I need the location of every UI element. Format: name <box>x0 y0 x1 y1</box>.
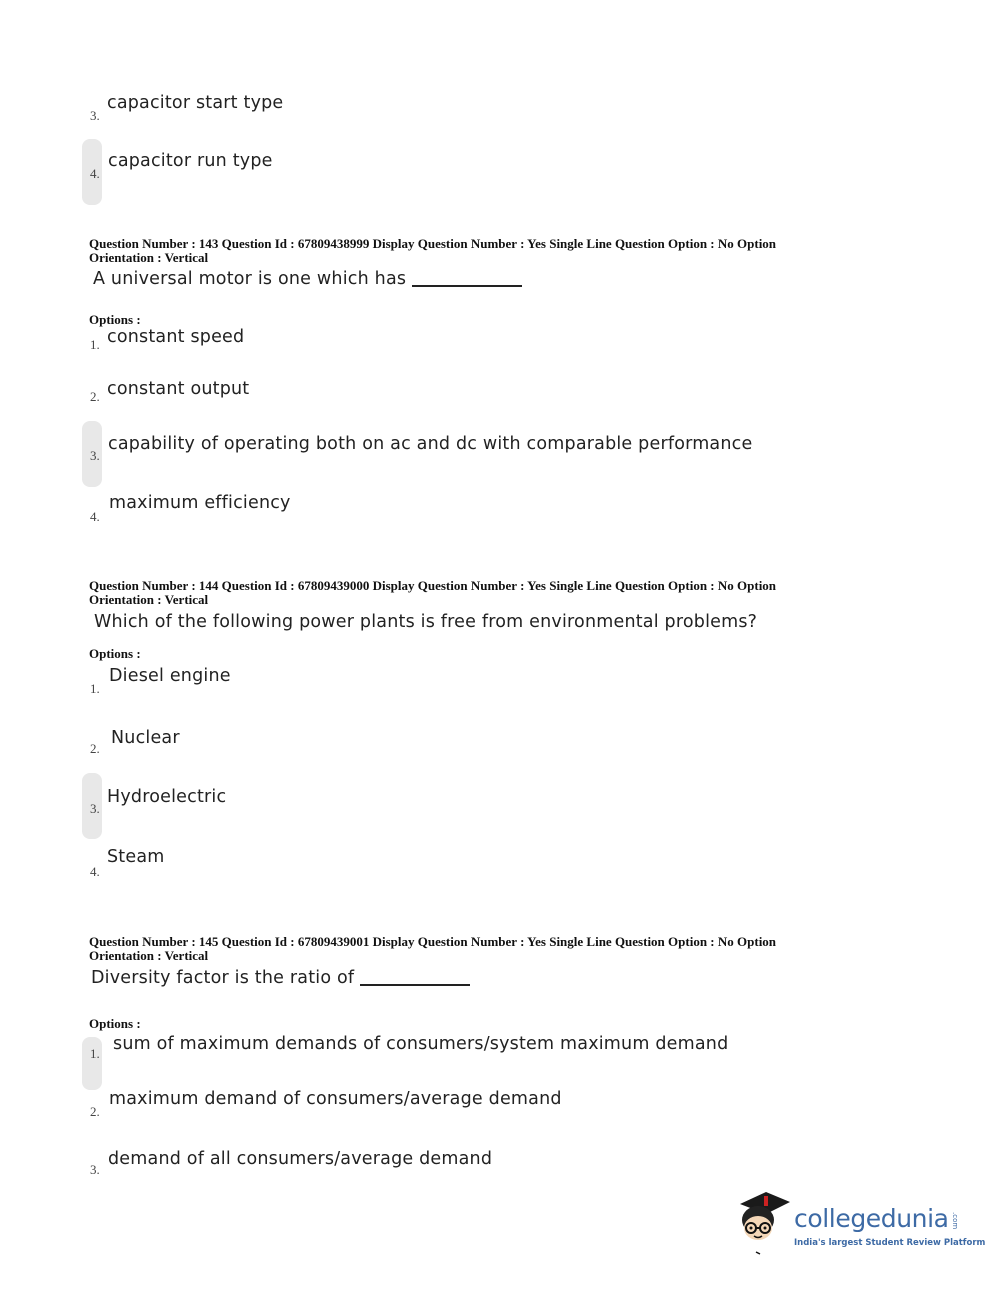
option-number: 4. <box>90 166 100 181</box>
option-number: 4. <box>90 864 100 879</box>
option-text[interactable]: Diesel engine <box>109 666 231 686</box>
option-number: 3. <box>90 801 100 816</box>
option-text[interactable]: Hydroelectric <box>107 787 227 807</box>
question-text: Diversity factor is the ratio of <box>91 968 470 988</box>
logo-suffix: .com <box>951 1212 959 1230</box>
option-text[interactable]: Steam <box>107 847 165 867</box>
selected-answer-highlight <box>82 1037 102 1090</box>
option-text[interactable]: capacitor run type <box>108 151 273 171</box>
option-text[interactable]: maximum demand of consumers/average demand <box>109 1089 562 1109</box>
option-text[interactable]: capability of operating both on ac and dc with comparable performance <box>108 434 753 454</box>
option-text[interactable]: Nuclear <box>111 728 180 748</box>
question-text: Which of the following power plants is free from environmental problems? <box>94 612 758 632</box>
option-number: 3. <box>90 1162 100 1177</box>
logo-wordmark: collegedunia <box>794 1204 949 1233</box>
answer-blank <box>412 285 522 287</box>
options-label: Options : <box>89 646 141 661</box>
answer-blank <box>360 984 470 986</box>
option-number: 3. <box>90 448 100 463</box>
question-meta: Question Number : 145 Question Id : 67809439001 Display Question Number : Yes Single Line Question Option : No Option Orientation : Vertical <box>89 934 777 963</box>
option-text[interactable]: capacitor start type <box>107 93 284 113</box>
options-label: Options : <box>89 1016 141 1031</box>
option-number: 2. <box>90 1104 100 1119</box>
option-number: 2. <box>90 741 100 756</box>
question-meta: Question Number : 143 Question Id : 67809438999 Display Question Number : Yes Single Line Question Option : No Option Orientation : Vertical <box>89 236 777 265</box>
question-meta: Question Number : 144 Question Id : 67809439000 Display Question Number : Yes Single Line Question Option : No Option Orientation : Vertical <box>89 578 777 607</box>
option-text[interactable]: constant speed <box>107 327 245 347</box>
option-number: 1. <box>90 681 100 696</box>
option-text[interactable]: sum of maximum demands of consumers/system maximum demand <box>113 1034 729 1054</box>
collegedunia-logo[interactable] <box>736 1186 986 1258</box>
option-text[interactable]: demand of all consumers/average demand <box>108 1149 493 1169</box>
mascot-icon <box>736 1186 794 1258</box>
question-text: A universal motor is one which has <box>93 269 522 289</box>
logo-tagline: India's largest Student Review Platform <box>794 1238 986 1248</box>
option-number: 3. <box>90 108 100 123</box>
option-number: 4. <box>90 509 100 524</box>
option-number: 2. <box>90 389 100 404</box>
option-text[interactable]: maximum efficiency <box>109 493 291 513</box>
option-number: 1. <box>90 1046 100 1061</box>
option-text[interactable]: constant output <box>107 379 250 399</box>
options-label: Options : <box>89 312 141 327</box>
option-number: 1. <box>90 337 100 352</box>
